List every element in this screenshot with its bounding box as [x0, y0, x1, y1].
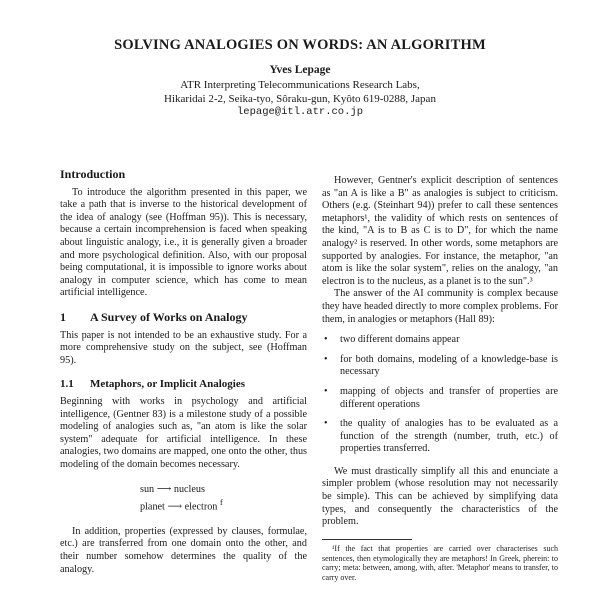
affiliation-line-1: ATR Interpreting Telecommunications Research Labs,	[180, 79, 420, 91]
affiliation-line-2: Hikaridai 2-2, Seika-tyo, Sôraku-gun, Kyôto 619-0288, Japan	[164, 92, 436, 105]
section-1-1-number: 1.1	[60, 378, 74, 391]
paper-title: SOLVING ANALOGIES ON WORDS: AN ALGORITHM	[114, 37, 486, 53]
bullet-icon: •	[324, 353, 328, 365]
bullet-icon: •	[324, 334, 328, 346]
list-item: • for both domains, modeling of a knowledge-base is necessary	[324, 353, 558, 378]
mapping-formula-top: sun ⟶ nucleus	[140, 484, 205, 496]
right-paragraph-1: However, Gentner's explicit description of sentences as "an A is like a B" as analogies is subject to criticism. Others (e.g. (Steinhart 94)) prefer to call these sentences metaphors¹, the validity of which rests on sentences of the kind, "A is to B as C is to D", for which the name analogy² is reserved. In other words, some metaphors are supported by analogies. For instance, the metaphor, "an atom is like the solar system", relies on the analogy, "an electron is to the nucleus, as a planet is to the sun".³	[322, 175, 558, 287]
section-1-1-heading	[60, 378, 307, 391]
right-column	[322, 175, 558, 583]
bullet-icon: •	[324, 385, 328, 397]
mapping-formula	[140, 483, 307, 513]
section-1-number: 1	[60, 309, 66, 324]
left-column	[60, 168, 307, 576]
footnote-rule	[322, 539, 412, 540]
author-email: lepage@itl.atr.co.jp	[236, 106, 364, 118]
footnote: ¹If the fact that properties are carried over characterises such sentences, then etymologically they are metaphors! In Greek, pherein: to carry; meta: between, among, with, after. 'Metaphor' means to transfer, to carry over.	[322, 543, 558, 583]
affiliation	[0, 79, 600, 120]
section-1-heading	[60, 311, 307, 324]
section-1-title: A Survey of Works on Analogy	[90, 309, 248, 324]
section-1-paragraph: This paper is not intended to be an exhaustive study. For a more comprehensive study on the subject, see (Hoffman 95).	[60, 329, 307, 366]
intro-heading: Introduction	[60, 167, 126, 181]
list-item: • the quality of analogies has to be evaluated as a function of the strength (number, truth, etc.) of properties transferred.	[324, 418, 558, 455]
mapping-function-label: f	[219, 498, 223, 508]
right-paragraph-3: We must drastically simplify all this and enunciate a simpler problem (whose resolution may not necessarily be simple). This can be achieved by simplifying data types, and consequently the characteristics of the problem.	[322, 465, 558, 528]
intro-paragraph: To introduce the algorithm presented in this paper, we take a path that is inverse to the historical development of the idea of analogy (see (Hoffman 95)). This is necessary, because a certain incomprehension is faced when speaking about linguistic analogy, i.e., it is generally given a broader and more psychological definition. Also, with our proposal being computational, it is impossible to ignore works about analogy in computer science, which has come to mean artificial intelligence.	[60, 186, 307, 299]
bullet-icon: •	[324, 418, 328, 430]
properties-list	[322, 334, 558, 456]
right-paragraph-2: The answer of the AI community is complex because they have headed directly to more complex problems. For them, in analogies or metaphors (Hall 89):	[322, 288, 558, 325]
section-1-1-paragraph: Beginning with works in psychology and artificial intelligence, (Gentner 83) is a milestone study of a possible modeling of analogies such as, "an atom is like the solar system" adequate for artificial intelligence. In these analogies, two domains are mapped, one onto the other, thus modeling of the domain becomes necessary.	[60, 395, 307, 470]
list-item: • mapping of objects and transfer of properties are different operations	[324, 385, 558, 410]
after-formula-paragraph: In addition, properties (expressed by clauses, formulae, etc.) are transferred from one domain onto the other, and their number somehow determines the quality of the analogy.	[60, 525, 307, 575]
section-1-1-title: Metaphors, or Implicit Analogies	[90, 378, 246, 391]
list-item: • two different domains appear	[324, 334, 460, 346]
mapping-formula-bottom: planet ⟶ electron $^f$	[140, 498, 223, 513]
author-name: Yves Lepage	[269, 64, 331, 76]
